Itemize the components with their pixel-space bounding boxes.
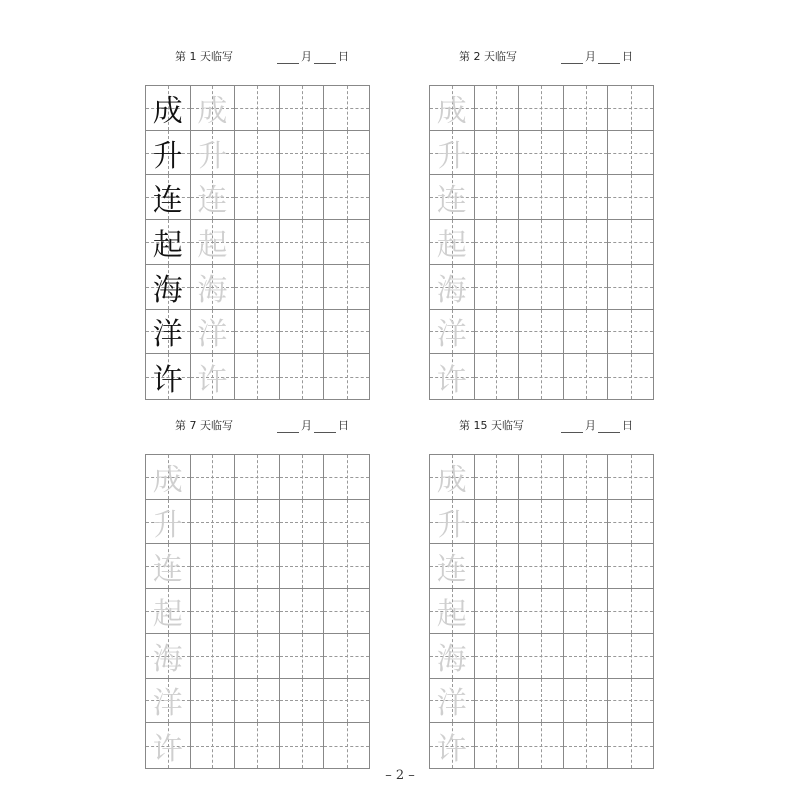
- grid-cell[interactable]: [235, 679, 280, 724]
- grid-cell[interactable]: [475, 220, 520, 265]
- grid-cell[interactable]: [564, 86, 609, 131]
- trace-character: 许: [197, 362, 228, 398]
- grid-cell[interactable]: [324, 723, 369, 768]
- grid-cell[interactable]: [235, 131, 280, 176]
- grid-cell[interactable]: [608, 175, 653, 220]
- month-blank[interactable]: [561, 53, 583, 64]
- grid-cell[interactable]: [235, 544, 280, 589]
- grid-cell[interactable]: [324, 310, 369, 355]
- grid-cell[interactable]: [564, 500, 609, 545]
- grid-cell[interactable]: [280, 455, 325, 500]
- grid-cell[interactable]: [146, 634, 191, 679]
- grid-cell[interactable]: [475, 455, 520, 500]
- day-blank[interactable]: [314, 422, 336, 433]
- panel-title: 第 15 天临写: [459, 419, 524, 432]
- grid-cell[interactable]: [475, 634, 520, 679]
- grid-cell[interactable]: [280, 589, 325, 634]
- grid-cell[interactable]: [191, 455, 236, 500]
- panel-title: 第 7 天临写: [175, 419, 233, 432]
- grid-cell[interactable]: [280, 220, 325, 265]
- trace-character: 起: [152, 597, 183, 632]
- grid-cell[interactable]: [608, 265, 653, 310]
- grid-cell[interactable]: [430, 86, 475, 131]
- trace-character: 成: [152, 462, 183, 498]
- trace-character: 洋: [197, 317, 228, 353]
- grid-cell[interactable]: [475, 86, 520, 131]
- grid-cell[interactable]: [519, 679, 564, 724]
- grid-cell[interactable]: [608, 589, 653, 634]
- grid-cell[interactable]: [608, 310, 653, 355]
- trace-character: 许: [152, 731, 183, 767]
- grid-cell[interactable]: [235, 455, 280, 500]
- trace-character: 起: [436, 597, 467, 632]
- grid-cell[interactable]: [235, 310, 280, 355]
- model-character: 洋: [152, 317, 183, 353]
- grid-cell[interactable]: [430, 723, 475, 768]
- grid-cell[interactable]: [280, 265, 325, 310]
- grid-cell[interactable]: [564, 131, 609, 176]
- grid-cell[interactable]: [430, 175, 475, 220]
- grid-cell[interactable]: [564, 589, 609, 634]
- trace-character: 升: [152, 507, 183, 543]
- panel-header: [429, 45, 655, 65]
- grid-cell[interactable]: [324, 354, 369, 399]
- grid-cell[interactable]: [475, 310, 520, 355]
- grid-cell[interactable]: [475, 175, 520, 220]
- grid-cell[interactable]: [430, 220, 475, 265]
- grid-cell[interactable]: [235, 175, 280, 220]
- grid-cell[interactable]: [280, 310, 325, 355]
- grid-cell[interactable]: [608, 679, 653, 724]
- grid-cell[interactable]: [608, 544, 653, 589]
- grid-cell[interactable]: [519, 455, 564, 500]
- model-character: 成: [152, 93, 183, 129]
- grid-cell[interactable]: [475, 265, 520, 310]
- trace-character: 连: [152, 552, 183, 588]
- writing-grid: [429, 454, 654, 769]
- grid-cell[interactable]: [519, 500, 564, 545]
- grid-cell[interactable]: [430, 455, 475, 500]
- trace-character: 起: [436, 228, 467, 263]
- trace-character: 起: [197, 228, 228, 263]
- grid-cell[interactable]: [146, 455, 191, 500]
- grid-cell[interactable]: [235, 86, 280, 131]
- date-field: [559, 48, 633, 64]
- grid-cell[interactable]: [324, 634, 369, 679]
- trace-character: 成: [436, 93, 467, 129]
- grid-cell[interactable]: [519, 354, 564, 399]
- grid-cell[interactable]: [146, 265, 191, 310]
- model-character: 升: [152, 138, 183, 174]
- grid-cell[interactable]: [475, 354, 520, 399]
- trace-character: 成: [197, 93, 228, 129]
- trace-character: 升: [436, 507, 467, 543]
- grid-cell[interactable]: [280, 544, 325, 589]
- grid-cell[interactable]: [519, 220, 564, 265]
- grid-cell[interactable]: [280, 175, 325, 220]
- grid-cell[interactable]: [430, 131, 475, 176]
- grid-cell[interactable]: [191, 634, 236, 679]
- month-blank[interactable]: [277, 53, 299, 64]
- writing-grid: [145, 85, 370, 400]
- grid-cell[interactable]: [280, 723, 325, 768]
- grid-cell[interactable]: [475, 589, 520, 634]
- grid-cell[interactable]: [430, 589, 475, 634]
- grid-cell[interactable]: [564, 265, 609, 310]
- grid-cell[interactable]: [235, 723, 280, 768]
- grid-cell[interactable]: [519, 634, 564, 679]
- grid-cell[interactable]: [324, 131, 369, 176]
- trace-character: 海: [436, 272, 467, 308]
- panel-title: 第 2 天临写: [459, 50, 517, 63]
- grid-cell[interactable]: [235, 354, 280, 399]
- grid-cell[interactable]: [519, 589, 564, 634]
- day-blank[interactable]: [598, 422, 620, 433]
- month-label: 月: [585, 419, 596, 432]
- grid-cell[interactable]: [475, 131, 520, 176]
- date-field: [275, 48, 349, 64]
- grid-cell[interactable]: [608, 131, 653, 176]
- month-blank[interactable]: [277, 422, 299, 433]
- grid-cell[interactable]: [475, 679, 520, 724]
- grid-cell[interactable]: [324, 175, 369, 220]
- grid-cell[interactable]: [324, 589, 369, 634]
- trace-character: 海: [197, 272, 228, 308]
- grid-cell[interactable]: [564, 310, 609, 355]
- grid-cell[interactable]: [191, 544, 236, 589]
- grid-cell[interactable]: [519, 265, 564, 310]
- grid-cell[interactable]: [608, 723, 653, 768]
- trace-character: 成: [436, 462, 467, 498]
- grid-cell[interactable]: [146, 500, 191, 545]
- grid-cell[interactable]: [280, 634, 325, 679]
- grid-cell[interactable]: [430, 500, 475, 545]
- grid-cell[interactable]: [608, 455, 653, 500]
- grid-cell[interactable]: [146, 679, 191, 724]
- grid-cell[interactable]: [324, 86, 369, 131]
- grid-cell[interactable]: [146, 220, 191, 265]
- grid-cell[interactable]: [519, 175, 564, 220]
- grid-cell[interactable]: [564, 723, 609, 768]
- trace-character: 洋: [436, 317, 467, 353]
- grid-cell[interactable]: [191, 589, 236, 634]
- grid-cell[interactable]: [608, 354, 653, 399]
- day-blank[interactable]: [314, 53, 336, 64]
- grid-cell[interactable]: [324, 220, 369, 265]
- grid-cell[interactable]: [519, 544, 564, 589]
- writing-grid: [145, 454, 370, 769]
- trace-character: 许: [436, 731, 467, 767]
- grid-cell[interactable]: [146, 131, 191, 176]
- grid-cell[interactable]: [564, 455, 609, 500]
- grid-cell[interactable]: [324, 679, 369, 724]
- grid-cell[interactable]: [146, 354, 191, 399]
- panel-header: [145, 45, 371, 65]
- trace-character: 连: [436, 552, 467, 588]
- model-character: 连: [152, 183, 183, 219]
- grid-cell[interactable]: [324, 265, 369, 310]
- grid-cell[interactable]: [280, 500, 325, 545]
- grid-cell[interactable]: [191, 354, 236, 399]
- grid-cell[interactable]: [191, 131, 236, 176]
- trace-character: 连: [436, 183, 467, 219]
- grid-cell[interactable]: [475, 500, 520, 545]
- grid-cell[interactable]: [235, 220, 280, 265]
- trace-character: 连: [197, 183, 228, 219]
- panel-header: [429, 414, 655, 434]
- grid-cell[interactable]: [235, 500, 280, 545]
- writing-grid: [429, 85, 654, 400]
- grid-cell[interactable]: [146, 589, 191, 634]
- grid-cell[interactable]: [146, 544, 191, 589]
- grid-cell[interactable]: [519, 131, 564, 176]
- grid-cell[interactable]: [519, 310, 564, 355]
- grid-cell[interactable]: [430, 310, 475, 355]
- grid-cell[interactable]: [191, 679, 236, 724]
- grid-cell[interactable]: [564, 634, 609, 679]
- grid-cell[interactable]: [235, 634, 280, 679]
- day-label: 日: [622, 50, 633, 63]
- day-label: 日: [622, 419, 633, 432]
- month-label: 月: [301, 419, 312, 432]
- panel-header: [145, 414, 371, 434]
- month-blank[interactable]: [561, 422, 583, 433]
- grid-cell[interactable]: [608, 86, 653, 131]
- grid-cell[interactable]: [519, 723, 564, 768]
- panel-title: 第 1 天临写: [175, 50, 233, 63]
- grid-cell[interactable]: [191, 723, 236, 768]
- grid-cell[interactable]: [280, 354, 325, 399]
- grid-cell[interactable]: [608, 500, 653, 545]
- model-character: 起: [152, 228, 183, 263]
- trace-character: 海: [152, 641, 183, 677]
- grid-cell[interactable]: [235, 589, 280, 634]
- grid-cell[interactable]: [324, 500, 369, 545]
- grid-cell[interactable]: [564, 354, 609, 399]
- trace-character: 升: [436, 138, 467, 174]
- grid-cell[interactable]: [191, 310, 236, 355]
- grid-cell[interactable]: [146, 175, 191, 220]
- grid-cell[interactable]: [564, 679, 609, 724]
- trace-character: 洋: [152, 686, 183, 722]
- trace-character: 升: [197, 138, 228, 174]
- day-blank[interactable]: [598, 53, 620, 64]
- page-number: – 2 –: [385, 768, 415, 783]
- grid-cell[interactable]: [324, 544, 369, 589]
- model-character: 许: [152, 362, 183, 398]
- grid-cell[interactable]: [564, 175, 609, 220]
- grid-cell[interactable]: [564, 544, 609, 589]
- grid-cell[interactable]: [475, 723, 520, 768]
- grid-cell[interactable]: [191, 500, 236, 545]
- grid-cell[interactable]: [280, 131, 325, 176]
- grid-cell[interactable]: [146, 723, 191, 768]
- grid-cell[interactable]: [324, 455, 369, 500]
- grid-cell[interactable]: [430, 679, 475, 724]
- trace-character: 海: [436, 641, 467, 677]
- grid-cell[interactable]: [191, 86, 236, 131]
- grid-cell[interactable]: [608, 634, 653, 679]
- grid-cell[interactable]: [430, 265, 475, 310]
- grid-cell[interactable]: [430, 634, 475, 679]
- month-label: 月: [585, 50, 596, 63]
- grid-cell[interactable]: [475, 544, 520, 589]
- grid-cell[interactable]: [191, 175, 236, 220]
- grid-cell[interactable]: [519, 86, 564, 131]
- grid-cell[interactable]: [608, 220, 653, 265]
- grid-cell[interactable]: [191, 220, 236, 265]
- month-label: 月: [301, 50, 312, 63]
- grid-cell[interactable]: [430, 544, 475, 589]
- grid-cell[interactable]: [191, 265, 236, 310]
- trace-character: 许: [436, 362, 467, 398]
- grid-cell[interactable]: [146, 310, 191, 355]
- date-field: [559, 417, 633, 433]
- date-field: [275, 417, 349, 433]
- grid-cell[interactable]: [235, 265, 280, 310]
- trace-character: 洋: [436, 686, 467, 722]
- grid-cell[interactable]: [280, 679, 325, 724]
- model-character: 海: [152, 272, 183, 308]
- day-label: 日: [338, 419, 349, 432]
- grid-cell[interactable]: [564, 220, 609, 265]
- grid-cell[interactable]: [430, 354, 475, 399]
- day-label: 日: [338, 50, 349, 63]
- grid-cell[interactable]: [146, 86, 191, 131]
- grid-cell[interactable]: [280, 86, 325, 131]
